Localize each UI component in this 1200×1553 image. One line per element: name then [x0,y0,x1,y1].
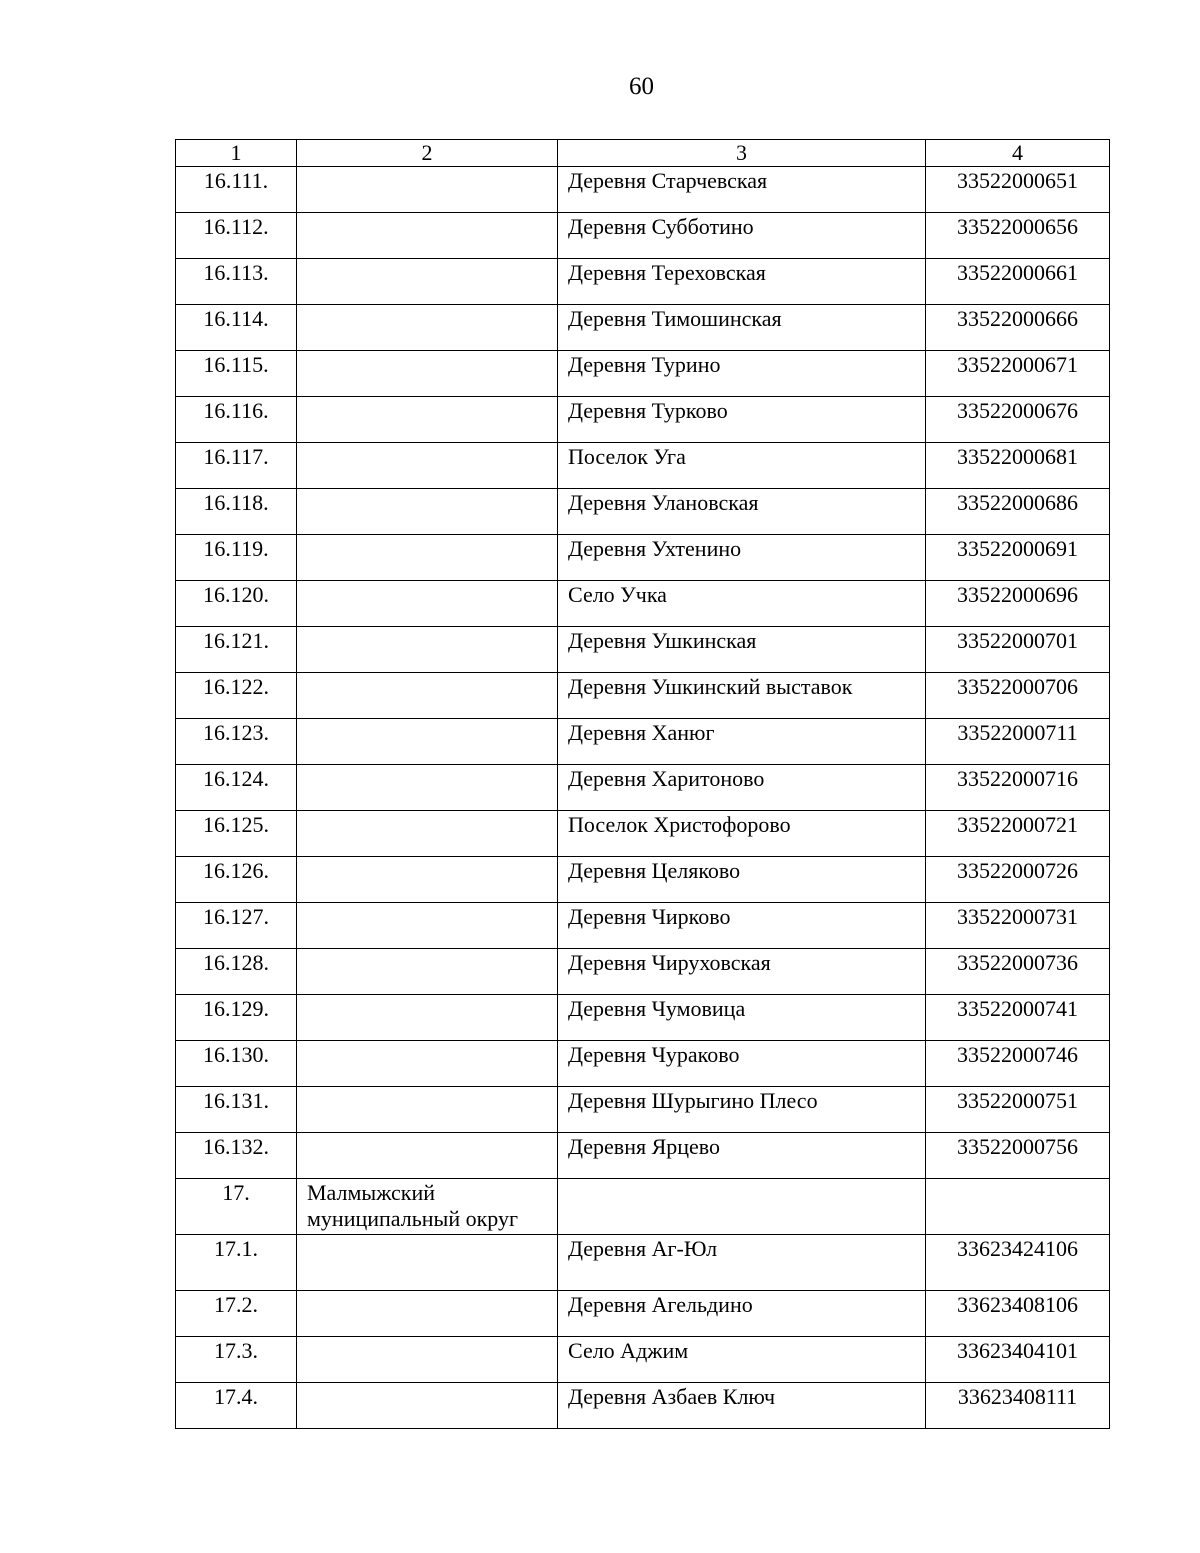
settlement-code: 33522000681 [926,443,1110,489]
row-number: 16.126. [176,857,297,903]
row-number: 17.2. [176,1291,297,1337]
settlement-name: Деревня Улановская [558,489,926,535]
header-col-4: 4 [926,140,1110,167]
district-name [297,535,558,581]
district-name [297,811,558,857]
settlement-name: Поселок Уга [558,443,926,489]
table-row [176,489,1110,535]
district-name [297,995,558,1041]
district-name [297,489,558,535]
table-row [176,903,1110,949]
row-number: 17.4. [176,1383,297,1429]
table-row [176,949,1110,995]
table-row [176,673,1110,719]
settlement-code: 33623424106 [926,1235,1110,1291]
settlement-code: 33522000736 [926,949,1110,995]
row-number: 16.121. [176,627,297,673]
settlement-name: Деревня Агельдино [558,1291,926,1337]
settlement-name: Деревня Чумовица [558,995,926,1041]
settlement-name: Село Учка [558,581,926,627]
settlement-code: 33522000716 [926,765,1110,811]
table-row [176,1087,1110,1133]
settlement-code: 33522000756 [926,1133,1110,1179]
settlements-table [175,139,1110,1429]
settlement-code: 33522000651 [926,167,1110,213]
settlement-code: 33522000686 [926,489,1110,535]
table-row [176,1133,1110,1179]
settlement-code: 33522000746 [926,1041,1110,1087]
district-name [297,1087,558,1133]
table-row-district [176,1179,1110,1235]
settlement-code [926,1179,1110,1235]
row-number: 16.124. [176,765,297,811]
row-number: 16.112. [176,213,297,259]
table-row [176,397,1110,443]
settlement-code: 33522000731 [926,903,1110,949]
settlement-name: Деревня Шурыгино Плесо [558,1087,926,1133]
table-row [176,535,1110,581]
settlement-code: 33522000661 [926,259,1110,305]
settlement-code: 33522000656 [926,213,1110,259]
settlement-code: 33522000741 [926,995,1110,1041]
district-name [297,949,558,995]
row-number: 16.129. [176,995,297,1041]
settlement-name: Деревня Турково [558,397,926,443]
row-number: 16.114. [176,305,297,351]
settlement-name: Деревня Чируховская [558,949,926,995]
settlement-code: 33522000666 [926,305,1110,351]
table-row [176,351,1110,397]
settlement-code: 33522000726 [926,857,1110,903]
settlement-name: Деревня Азбаев Ключ [558,1383,926,1429]
settlement-name: Деревня Чураково [558,1041,926,1087]
table-row [176,443,1110,489]
district-name [297,397,558,443]
district-name [297,1291,558,1337]
settlement-name: Деревня Ушкинская [558,627,926,673]
district-name [297,903,558,949]
row-number: 16.127. [176,903,297,949]
district-name [297,1041,558,1087]
district-name: Малмыжский муниципальный округ [297,1179,558,1235]
table-row [176,305,1110,351]
table-row [176,259,1110,305]
row-number: 16.116. [176,397,297,443]
header-col-2: 2 [297,140,558,167]
page-number: 60 [629,73,654,100]
district-name [297,443,558,489]
row-number: 16.123. [176,719,297,765]
row-number: 16.120. [176,581,297,627]
district-name [297,351,558,397]
settlement-name: Поселок Христофорово [558,811,926,857]
settlement-name: Деревня Ярцево [558,1133,926,1179]
settlement-code: 33522000676 [926,397,1110,443]
settlement-name: Деревня Аг-Юл [558,1235,926,1291]
settlement-name: Деревня Чирково [558,903,926,949]
row-number: 16.128. [176,949,297,995]
table-header-row [176,140,1110,167]
settlement-name: Деревня Тереховская [558,259,926,305]
table-body [176,167,1110,1429]
table-row [176,1041,1110,1087]
row-number: 16.113. [176,259,297,305]
table-row [176,995,1110,1041]
settlement-name: Деревня Ухтенино [558,535,926,581]
district-name [297,259,558,305]
row-number: 17. [176,1179,297,1235]
table-row [176,213,1110,259]
header-col-1: 1 [176,140,297,167]
row-number: 16.117. [176,443,297,489]
district-name [297,1337,558,1383]
row-number: 16.131. [176,1087,297,1133]
settlement-code: 33522000691 [926,535,1110,581]
table-row [176,581,1110,627]
table-row [176,1235,1110,1291]
settlement-code: 33522000696 [926,581,1110,627]
settlement-code: 33623408106 [926,1291,1110,1337]
table-row [176,1337,1110,1383]
row-number: 16.119. [176,535,297,581]
table-row [176,765,1110,811]
district-name [297,1133,558,1179]
row-number: 16.115. [176,351,297,397]
settlement-code: 33522000721 [926,811,1110,857]
settlement-code: 33522000706 [926,673,1110,719]
district-name [297,1383,558,1429]
settlement-code: 33522000701 [926,627,1110,673]
table-row [176,627,1110,673]
row-number: 16.125. [176,811,297,857]
table-row [176,811,1110,857]
settlement-code: 33522000711 [926,719,1110,765]
settlement-name: Деревня Старчевская [558,167,926,213]
table-row [176,1291,1110,1337]
settlement-code: 33623404101 [926,1337,1110,1383]
settlement-name [558,1179,926,1235]
settlement-code: 33522000671 [926,351,1110,397]
table-row [176,857,1110,903]
settlement-name: Деревня Тимошинская [558,305,926,351]
settlement-name: Деревня Ушкинский выставок [558,673,926,719]
row-number: 16.130. [176,1041,297,1087]
district-name [297,719,558,765]
settlement-name: Деревня Целяково [558,857,926,903]
district-name [297,167,558,213]
district-name [297,305,558,351]
settlement-code: 33623408111 [926,1383,1110,1429]
settlement-name: Село Аджим [558,1337,926,1383]
row-number: 16.132. [176,1133,297,1179]
table-row [176,1383,1110,1429]
row-number: 17.1. [176,1235,297,1291]
district-name [297,627,558,673]
settlement-name: Деревня Харитоново [558,765,926,811]
settlement-code: 33522000751 [926,1087,1110,1133]
settlement-name: Деревня Ханюг [558,719,926,765]
header-col-3: 3 [558,140,926,167]
district-name [297,765,558,811]
row-number: 16.122. [176,673,297,719]
settlement-name: Деревня Турино [558,351,926,397]
row-number: 16.118. [176,489,297,535]
row-number: 16.111. [176,167,297,213]
district-name [297,1235,558,1291]
district-name [297,673,558,719]
table-row [176,167,1110,213]
settlement-name: Деревня Субботино [558,213,926,259]
table-row [176,719,1110,765]
district-name [297,581,558,627]
district-name [297,857,558,903]
district-name [297,213,558,259]
row-number: 17.3. [176,1337,297,1383]
